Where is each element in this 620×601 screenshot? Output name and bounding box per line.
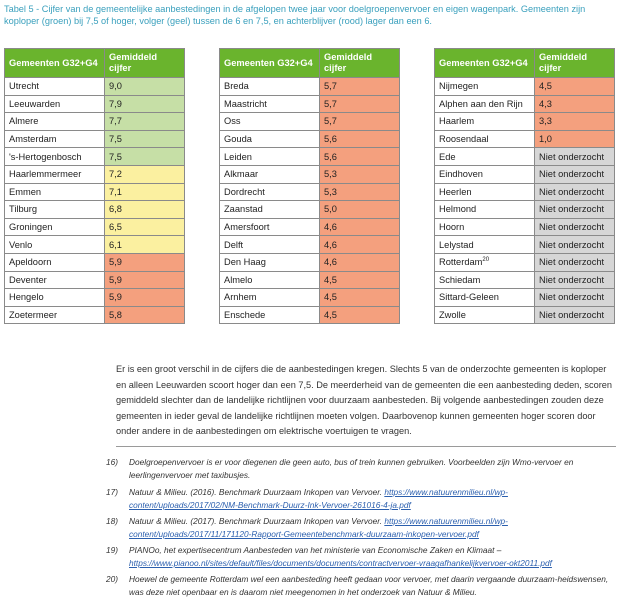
table-row xyxy=(435,306,615,324)
average-score: Niet onderzocht xyxy=(535,148,615,166)
table-row xyxy=(220,218,400,236)
score-table-1 xyxy=(4,48,185,324)
table-row xyxy=(5,253,185,271)
average-score: Niet onderzocht xyxy=(535,289,615,307)
municipality-name: Gouda xyxy=(220,130,320,148)
average-score: Niet onderzocht xyxy=(535,183,615,201)
municipality-name: Breda xyxy=(220,78,320,96)
score-table-2 xyxy=(219,48,400,324)
municipality-name: Apeldoorn xyxy=(5,253,105,271)
municipality-name: Amsterdam xyxy=(5,130,105,148)
table-row xyxy=(435,201,615,219)
table-row xyxy=(5,148,185,166)
average-score: 5,3 xyxy=(320,183,400,201)
municipality-name: Haarlem xyxy=(435,113,535,131)
footnote-number: 20) xyxy=(106,574,118,584)
municipality-name: Rotterdam$^{20}$ xyxy=(435,253,535,271)
municipality-name: Roosendaal xyxy=(435,130,535,148)
table-row xyxy=(435,130,615,148)
municipality-name: Oss xyxy=(220,113,320,131)
table-row xyxy=(435,95,615,113)
average-score: Niet onderzocht xyxy=(535,271,615,289)
table-caption: Tabel 5 - Cijfer van de gemeentelijke aanbestedingen in de afgelopen twee jaar voor doelgroepenvervoer en eigen wagenpark. Gemeenten zijn koploper (groen) bij 7,5 of hoger, volger (geel) tussen de 6 en 7,5, en achterblijver (rood) lager dan een 6. xyxy=(4,4,586,26)
average-score: Niet onderzocht xyxy=(535,306,615,324)
table-row xyxy=(220,201,400,219)
municipality-name: Emmen xyxy=(5,183,105,201)
table-row xyxy=(435,165,615,183)
table-row xyxy=(5,130,185,148)
average-score: 5,9 xyxy=(105,271,185,289)
score-table-3 xyxy=(434,48,615,324)
municipality-name: Zaanstad xyxy=(220,201,320,219)
average-score: 4,5 xyxy=(320,289,400,307)
average-score: 5,6 xyxy=(320,130,400,148)
average-score: 4,5 xyxy=(535,78,615,96)
municipality-name: Ede xyxy=(435,148,535,166)
average-score: 5,0 xyxy=(320,201,400,219)
average-score: Niet onderzocht xyxy=(535,236,615,254)
header-gemeenten: Gemeenten G32+G4 xyxy=(435,49,535,78)
table-row xyxy=(220,289,400,307)
table-row xyxy=(435,236,615,254)
average-score: 4,3 xyxy=(535,95,615,113)
footnote-ref: 20 xyxy=(482,257,490,264)
footnote-text: Natuur & Milieu. (2017). Benchmark Duurzaam Inkopen van Vervoer. xyxy=(129,516,385,526)
average-score: 4,5 xyxy=(320,306,400,324)
table-row xyxy=(5,289,185,307)
average-score: 7,5 xyxy=(105,130,185,148)
table-row xyxy=(435,289,615,307)
average-score: 7,7 xyxy=(105,113,185,131)
municipality-name: Sittard-Geleen xyxy=(435,289,535,307)
table-row xyxy=(5,113,185,131)
header-cijfer: Gemiddeld cijfer xyxy=(105,49,185,78)
average-score: 5,7 xyxy=(320,78,400,96)
average-score: 1,0 xyxy=(535,130,615,148)
footnote-18 xyxy=(106,515,616,541)
average-score: 5,7 xyxy=(320,95,400,113)
footnote-text: Hoewel de gemeente Rotterdam wel een aanbesteding heeft gedaan voor vervoer, met daarin vergaande duurzaam-heidswensen, was deze niet openbaar en is daarom niet meegenomen in het onderzoek van Natuur & Milieu. xyxy=(129,574,609,598)
average-score: 7,1 xyxy=(105,183,185,201)
table-row xyxy=(220,253,400,271)
municipality-name: Schiedam xyxy=(435,271,535,289)
municipality-name: Arnhem xyxy=(220,289,320,307)
average-score: 6,8 xyxy=(105,201,185,219)
average-score: 5,8 xyxy=(105,306,185,324)
municipality-name: Lelystad xyxy=(435,236,535,254)
footnote-text: Natuur & Milieu. (2016). Benchmark Duurzaam Inkopen van Vervoer. xyxy=(129,487,385,497)
table-row xyxy=(435,148,615,166)
average-score: 4,5 xyxy=(320,271,400,289)
footnote-divider xyxy=(116,446,616,447)
municipality-name: Enschede xyxy=(220,306,320,324)
footnote-19 xyxy=(106,544,616,570)
municipality-name: Alphen aan den Rijn xyxy=(435,95,535,113)
header-gemeenten: Gemeenten G32+G4 xyxy=(220,49,320,78)
table-row xyxy=(220,113,400,131)
footnote-number: 19) xyxy=(106,545,118,555)
municipality-name: Leiden xyxy=(220,148,320,166)
municipality-name: Delft xyxy=(220,236,320,254)
table-row xyxy=(5,236,185,254)
municipality-name: Nijmegen xyxy=(435,78,535,96)
average-score: 7,5 xyxy=(105,148,185,166)
average-score: 5,9 xyxy=(105,253,185,271)
municipality-name: Eindhoven xyxy=(435,165,535,183)
average-score: 5,3 xyxy=(320,165,400,183)
table-row xyxy=(435,218,615,236)
header-cijfer: Gemiddeld cijfer xyxy=(320,49,400,78)
average-score: Niet onderzocht xyxy=(535,165,615,183)
average-score: 7,9 xyxy=(105,95,185,113)
municipality-name: Leeuwarden xyxy=(5,95,105,113)
footnote-link[interactable]: https://www.pianoo.nl/sites/default/files/documents/documents/contractvervoer-vraagafhankelijkvervoer-okt2011.pdf xyxy=(129,558,552,569)
table-row xyxy=(435,113,615,131)
table-row xyxy=(220,78,400,96)
municipality-name: Hoorn xyxy=(435,218,535,236)
municipality-name: Deventer xyxy=(5,271,105,289)
municipality-name: Almere xyxy=(5,113,105,131)
footnote-17 xyxy=(106,486,616,512)
municipality-name: Zwolle xyxy=(435,306,535,324)
average-score: 5,9 xyxy=(105,289,185,307)
municipality-name: Amersfoort xyxy=(220,218,320,236)
average-score: 6,5 xyxy=(105,218,185,236)
table-row xyxy=(220,165,400,183)
municipality-name: Utrecht xyxy=(5,78,105,96)
table-row xyxy=(5,95,185,113)
footnote-link[interactable]: https://www.natuurenmilieu.nl/wp-content/uploads/2017/11/171120-Rapport-Gemeentebenchmark-duurzaam-inkopen-vervoer.pdf xyxy=(129,516,508,540)
average-score: 4,6 xyxy=(320,236,400,254)
table-row xyxy=(220,306,400,324)
municipality-name: Heerlen xyxy=(435,183,535,201)
average-score: 3,3 xyxy=(535,113,615,131)
body-paragraph: Er is een groot verschil in de cijfers die de aanbestedingen kregen. Slechts 5 van de onderzochte gemeenten is koploper en alleen Leeuwarden scoort hoger dan een 7,5. De meerderheid van de gemeenten die een aanbesteding deden, scoren gemiddeld slechter dan de landelijke richtlijnen voor duurzaam aanbesteden. Bij volgende aanbestedingen zouden deze gemeenten in ieder geval de landelijke richtlijnen moeten volgen. Daarbovenop kunnen gemeenten hoger scoren door onder andere in de aanbestedingen om elektrische voertuigen te vragen. xyxy=(116,364,612,436)
table-row xyxy=(5,306,185,324)
footnote-16 xyxy=(106,456,616,482)
municipality-name: Alkmaar xyxy=(220,165,320,183)
average-score: 4,6 xyxy=(320,218,400,236)
footnote-link[interactable]: https://www.natuurenmilieu.nl/wp-content/uploads/2017/02/NM-Benchmark-Duurz-Ink-Vervoer-261016-4-ja.pdf xyxy=(129,487,508,511)
municipality-name: Tilburg xyxy=(5,201,105,219)
municipality-name: 's-Hertogenbosch xyxy=(5,148,105,166)
table-row xyxy=(5,78,185,96)
municipality-name: Groningen xyxy=(5,218,105,236)
table-row xyxy=(435,78,615,96)
table-row xyxy=(220,271,400,289)
average-score: 7,2 xyxy=(105,165,185,183)
average-score: 9,0 xyxy=(105,78,185,96)
table-row xyxy=(5,201,185,219)
footnote-number: 16) xyxy=(106,457,118,467)
table-row xyxy=(5,165,185,183)
table-row xyxy=(435,271,615,289)
average-score: 5,7 xyxy=(320,113,400,131)
municipality-name: Almelo xyxy=(220,271,320,289)
average-score: Niet onderzocht xyxy=(535,218,615,236)
footnote-text: Doelgroepenvervoer is er voor diegenen die geen auto, bus of trein kunnen gebruiken. Voorbeelden zijn Wmo-vervoer en leerlingenvervoer met taxibusjes. xyxy=(129,457,574,481)
footnote-number: 18) xyxy=(106,516,118,526)
municipality-name: Den Haag xyxy=(220,253,320,271)
average-score: 5,6 xyxy=(320,148,400,166)
table-row xyxy=(220,130,400,148)
municipality-name: Haarlemmermeer xyxy=(5,165,105,183)
municipality-name: Maastricht xyxy=(220,95,320,113)
header-cijfer: Gemiddeld cijfer xyxy=(535,49,615,78)
table-row xyxy=(220,148,400,166)
footnote-text: PIANOo, het expertisecentrum Aanbesteden van het ministerie van Economische Zaken en Klimaat – xyxy=(129,545,502,555)
municipality-name: Dordrecht xyxy=(220,183,320,201)
footnote-20 xyxy=(106,573,616,599)
table-row xyxy=(435,253,615,271)
table-row xyxy=(220,236,400,254)
municipality-name: Helmond xyxy=(435,201,535,219)
table-row xyxy=(5,183,185,201)
table-row xyxy=(220,183,400,201)
table-row xyxy=(5,218,185,236)
municipality-name: Zoetermeer xyxy=(5,306,105,324)
table-row xyxy=(220,95,400,113)
average-score: Niet onderzocht xyxy=(535,253,615,271)
municipality-name: Hengelo xyxy=(5,289,105,307)
table-row xyxy=(5,271,185,289)
footnote-number: 17) xyxy=(106,487,118,497)
header-gemeenten: Gemeenten G32+G4 xyxy=(5,49,105,78)
average-score: 4,6 xyxy=(320,253,400,271)
municipality-name: Venlo xyxy=(5,236,105,254)
average-score: Niet onderzocht xyxy=(535,201,615,219)
table-row xyxy=(435,183,615,201)
average-score: 6,1 xyxy=(105,236,185,254)
